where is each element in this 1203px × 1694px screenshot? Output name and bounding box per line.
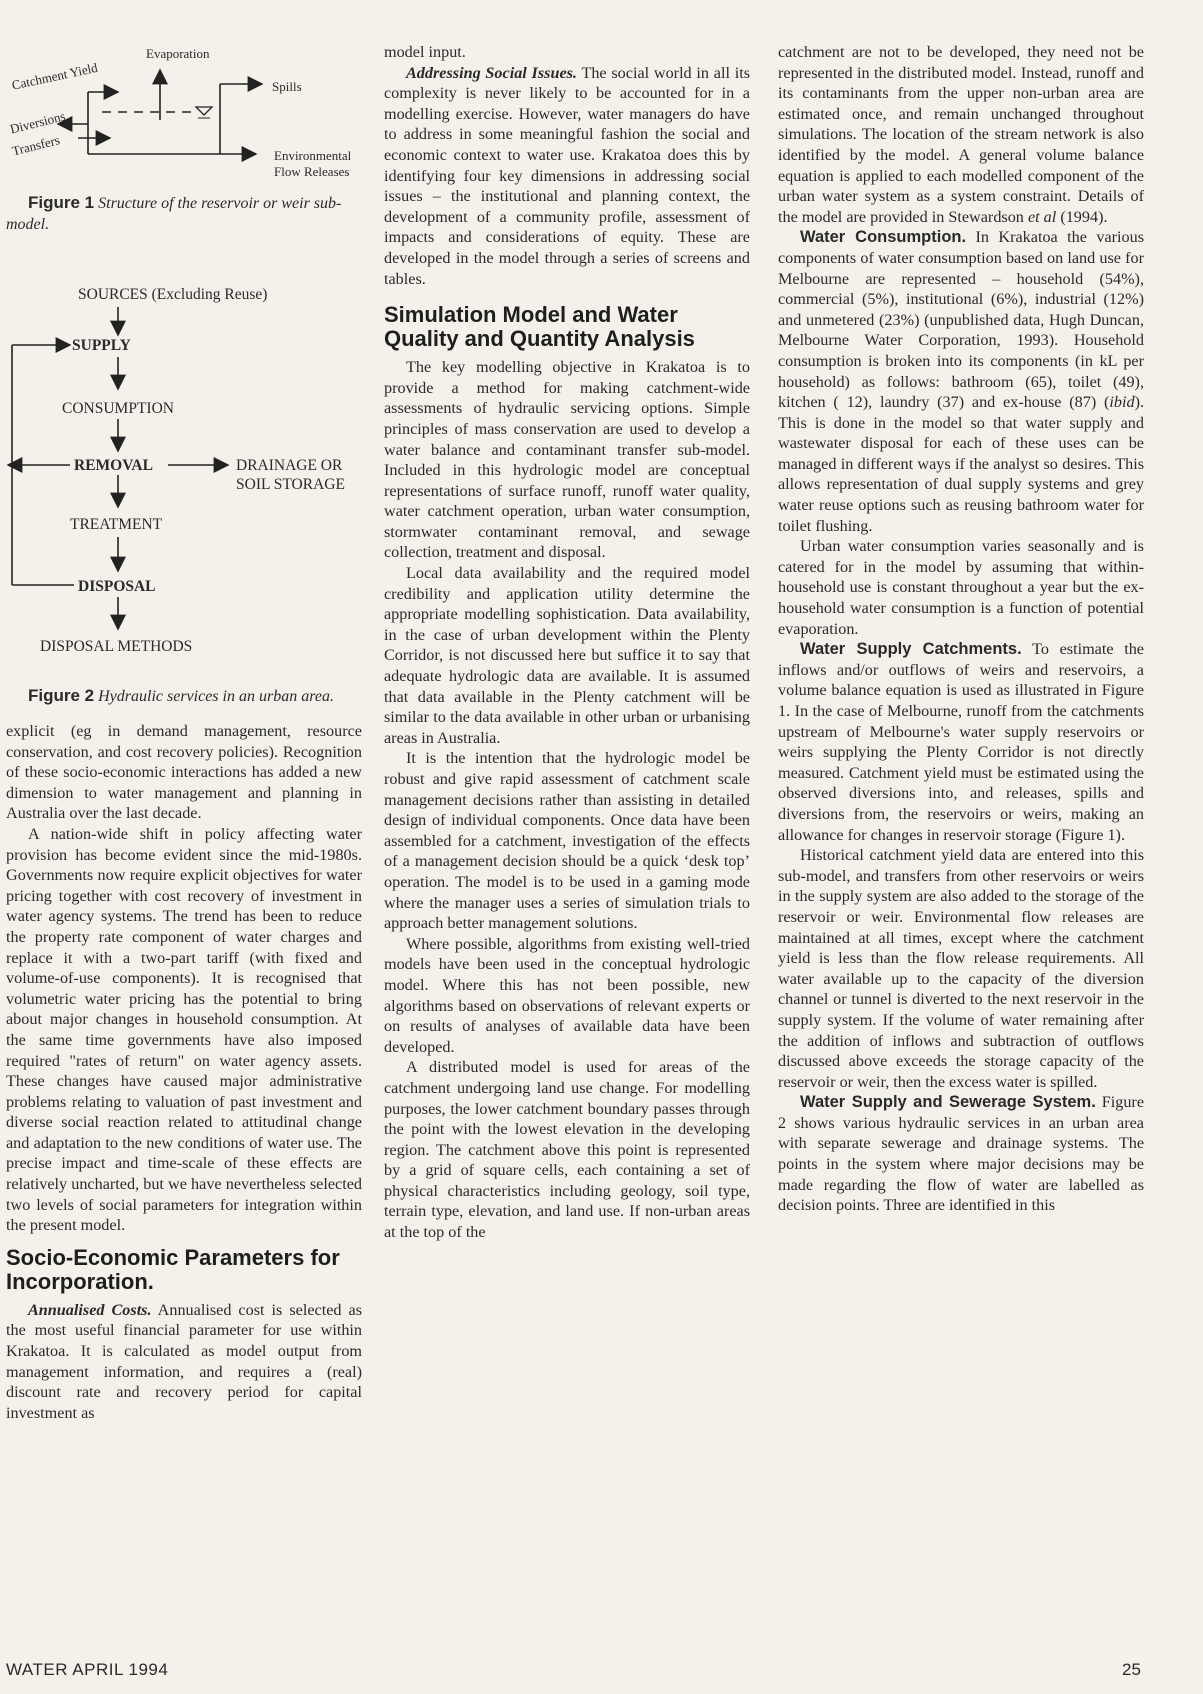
middle-column — [384, 42, 750, 1243]
right-paragraph-2-text-a: In Krakatoa the various components of water consumption based on land use for Melbourne are represented – household (54%), commercial (5%), institutional (6%), industrial (12%) and unmetered (23%) (unpublished data, Hugh Duncan, Melbourne Water Corporation, 1993). Household consumption is broken into its components (in kL per household) as follows: bathroom (65), toilet (49), kitchen ( 12), laundry (37) and ex-house (87) ( — [778, 228, 1145, 412]
right-paragraph-5: Historical catchment yield data are entered into this sub-model, and transfers from other reservoirs or weirs in the supply system are also added to the storage of the reservoir or weir. Environmental flow releases are maintained at all times, except where the catchment yield is less than the flow release requirements. All water available up to the capacity of the diversion channel or tunnel is diverted to the next reservoir in the supply system. If the volume of water remaining after the addition of inflows and subtraction of outflows discussed above exceeds the storage capacity of the reservoir or weir, then the excess water is spilled. — [778, 846, 1144, 1091]
label-transfers: Transfers — [10, 132, 62, 159]
label-soil-storage: SOIL STORAGE — [236, 476, 345, 493]
middle-paragraph-2 — [384, 63, 750, 290]
figure-1-caption-text: Structure of the reservoir or weir sub-model. — [6, 195, 342, 233]
left-paragraph-3-text: Annualised cost is selected as the most useful financial parameter for use within Krakatoa. It is calculated as model output from management information, and requires a (real) discount rate and recovery period for capital investment as — [6, 1300, 362, 1422]
middle-paragraph-3: The key modelling objective in Krakatoa is to provide a method for making catchment-wide assessments of hydraulic servicing options. Simple principles of mass conservation are used to develop a water balance and contaminant transfer sub-model. Included in this hydrologic model are conceptual representations of surface runoff, runoff water quality, water catchment operation, urban water consumption, stormwater contaminant removal, and sewage collection, treatment and disposal. — [384, 358, 750, 562]
middle-paragraph-2-text: The social world in all its complexity is never likely to be accounted for in a modelling exercise. However, water managers do have to address in some meaningful fashion the social and economic context to water use. Krakatoa does this by identifying four key dimensions in addressing social issues – the institutional and planning context, the development of a community profile, assessment of impacts and considerations of equity. These are developed in the model through a series of screens and tables. — [384, 63, 750, 288]
figure-2-caption-label: Figure 2 — [28, 686, 95, 705]
left-paragraph-3 — [6, 1300, 362, 1424]
middle-paragraph-1: model input. — [384, 43, 466, 61]
label-treatment: TREATMENT — [70, 516, 163, 533]
figure-1-caption-label: Figure 1 — [28, 193, 95, 212]
section-heading-simulation-model: Simulation Model and Water Quality and Quantity Analysis — [384, 302, 695, 352]
label-spills: Spills — [272, 79, 302, 94]
right-paragraph-4-text: To estimate the inflows and/or outflows of weirs and reservoirs, a volume balance equation is used as illustrated in Figure 1. In the case of Melbourne, runoff from the catchments upstream of Melbourne's water supply reservoirs or weirs supplying the Plenty Corridor is not directly measured. Catchment yield must be estimated using the observed diversions into, and releases, spills and diversions from, the reservoirs or weirs, making an allowance for changes in reservoir storage (Figure 1). — [778, 640, 1144, 844]
label-environmental: Environmental — [274, 148, 352, 163]
label-evaporation: Evaporation — [146, 46, 210, 61]
right-paragraph-4 — [778, 639, 1144, 845]
journal-footer: WATER APRIL 1994 — [6, 1660, 169, 1679]
label-disposal: DISPOSAL — [78, 578, 156, 595]
middle-paragraph-4: Local data availability and the required model credibility and application utility determine the appropriate modelling sophistication. Data availability, in the case of urban development within the Plenty Corridor, is not discussed here but suffice it to say that adequate hydrologic data are available. It is assumed that data available in the Plenty catchment will be similar to the data available in other urban or urbanising areas in Australia. — [384, 564, 750, 747]
right-paragraph-1-text-b: (1994). — [1056, 207, 1108, 226]
figure-2-diagram — [6, 277, 362, 697]
right-paragraph-1 — [778, 42, 1144, 227]
figure-2-caption-text: Hydraulic services in an urban area. — [98, 688, 334, 705]
middle-paragraph-7: A distributed model is used for areas of the catchment undergoing land use change. For modelling purposes, the lower catchment boundary passes through the point with the lowest elevation in the developing region. The catchment above this point is represented by a grid of square cells, each containing a set of physical characteristics including geology, soil type, terrain type, elevation, and land use. If non-urban areas at the top of the — [384, 1058, 750, 1242]
label-sources: SOURCES (Excluding Reuse) — [78, 286, 268, 303]
section-heading-socio-economic: Socio-Economic Parameters for Incorporation. — [6, 1244, 340, 1294]
label-disposal-methods: DISPOSAL METHODS — [40, 638, 193, 655]
label-flow-releases: Flow Releases — [274, 164, 350, 179]
label-supply: SUPPLY — [72, 337, 131, 354]
label-removal: REMOVAL — [74, 457, 153, 474]
run-in-social-issues: Addressing Social Issues. — [406, 63, 577, 82]
right-paragraph-3: Urban water consumption varies seasonally and is catered for in the model by assuming that within-household use is constant throughout a year but the ex-household water consumption is a function of potential evaporation. — [778, 537, 1144, 638]
right-paragraph-6-text: Figure 2 shows various hydraulic services in an urban area with separate sewerage and drainage systems. The points in the system where major decisions may be made regarding the flow of water are labelled as decision points. Three are identified in this — [778, 1093, 1144, 1215]
label-drainage-or: DRAINAGE OR — [236, 457, 343, 474]
run-in-water-consumption: Water Consumption. — [800, 228, 967, 247]
label-catchment-yield: Catchment Yield — [10, 59, 99, 93]
label-consumption: CONSUMPTION — [62, 400, 174, 417]
right-paragraph-2-text-b: ). This is done in the model so that water supply and wastewater disposal for each of these uses can be managed in different ways if the analyst so desires. This allows representation of dual supply systems and grey water reuse options such as reusing bathroom water for toilet flushing. — [778, 393, 1144, 535]
middle-paragraph-6: Where possible, algorithms from existing well-tried models have been used in the conceptual hydrologic model. Where this has not been possible, new algorithms based on observations of relevant experts or on results of analyses of available data have been developed. — [384, 934, 750, 1056]
page-number: 25 — [1122, 1660, 1141, 1679]
right-paragraph-1-text-a: catchment are not to be developed, they need not be represented in the distributed model. Instead, runoff and its contaminants from the upper non-urban area are estimated once, and remain unchanged throughout simulations. The location of the stream network is also identified by the model. A general volume balance equation is applied to each modelled component of the urban water system as a system constraint. Details of the model are provided in Stewardson — [778, 43, 1144, 226]
right-paragraph-6 — [778, 1092, 1144, 1216]
right-column — [778, 42, 1144, 1216]
middle-paragraph-5: It is the intention that the hydrologic model be robust and give rapid assessment of catchment scale management decisions rather than assisting in detailed design of individual components. Once data have been assembled for a catchment, investigation of the effects of a management decision should be a quick ‘desk top’ operation. The model is to be used in a gaming mode where the manager uses a series of simulation trials to approach better management solutions. — [384, 749, 750, 933]
left-paragraph-1: explicit (eg in demand management, resource conservation, and cost recovery policies). Recognition of these socio-economic interactions has added a new dimension to water management and planning in Australia over the last decade. — [6, 722, 362, 823]
run-in-water-supply-sewerage: Water Supply and Sewerage System. — [800, 1093, 1096, 1112]
right-paragraph-2-em: ibid — [1109, 393, 1135, 412]
left-column — [6, 42, 362, 1423]
right-paragraph-1-em: et al — [1027, 207, 1057, 226]
figure-1-caption — [6, 192, 362, 235]
run-in-annualised-costs: Annualised Costs. — [28, 1300, 152, 1319]
run-in-water-supply-catchments: Water Supply Catchments. — [800, 640, 1022, 659]
left-paragraph-2: A nation-wide shift in policy affecting water provision has become evident since the mid-1980s. Governments now require explicit objectives for water pricing together with cost recovery of investment in water agency systems. The trend has been to reduce the property rate component of water charges and replace it with a two-part tariff (with fixed and volume-of-use components). It is recognised that volumetric water pricing has the potential to bring about major changes in household consumption. At the same time governments have also imposed required "rates of return" on water agency assets. These changes have caused major administrative problems relating to valuation of past investment and diverse social reaction related to attitudinal change and adaptation to the new conditions of water use. The precise impact and time-scale of these effects are relatively uncharted, but we have nevertheless selected two levels of social parameters for integration within the present model. — [6, 824, 362, 1235]
label-diversions: Diversions — [8, 108, 67, 137]
figure-1-diagram — [6, 42, 362, 192]
right-paragraph-2 — [778, 227, 1144, 536]
